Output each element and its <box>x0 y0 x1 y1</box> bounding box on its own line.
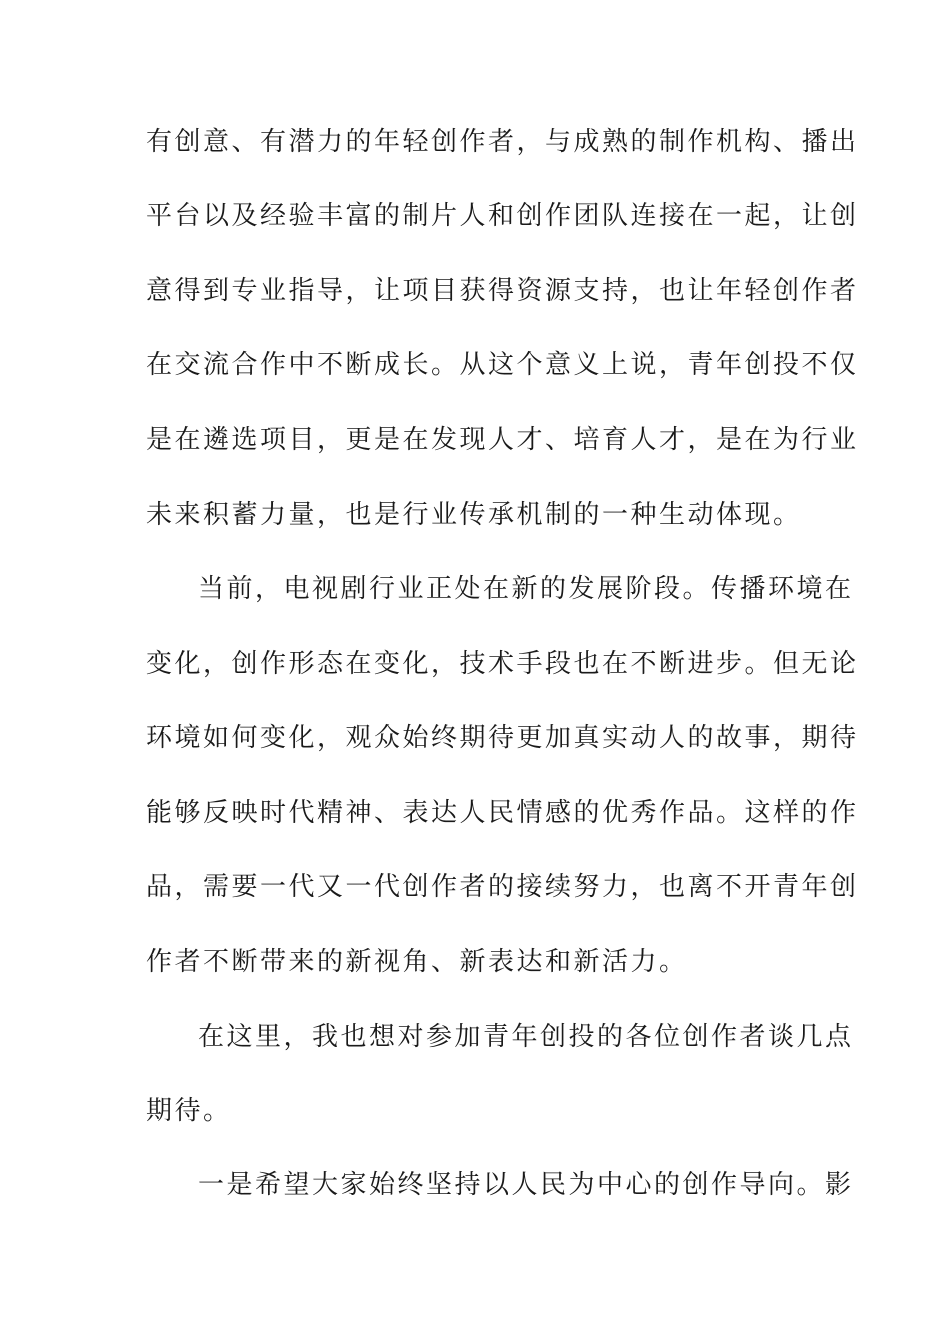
text-line-11: 品，需要一代又一代创作者的接续努力，也离不开青年创 <box>146 872 859 902</box>
text-line-3: 意得到专业指导，让项目获得资源支持，也让年轻创作者 <box>146 276 859 306</box>
text-line-6: 未来积蓄力量，也是行业传承机制的一种生动体现。 <box>146 500 802 530</box>
text-line-4: 在交流合作中不断成长。从这个意义上说，青年创投不仅 <box>146 350 859 380</box>
text-line-7: 当前，电视剧行业正处在新的发展阶段。传播环境在 <box>198 574 854 604</box>
text-line-14: 期待。 <box>146 1096 232 1126</box>
text-line-2: 平台以及经验丰富的制片人和创作团队连接在一起，让创 <box>146 201 859 231</box>
text-line-5: 是在遴选项目，更是在发现人才、培育人才，是在为行业 <box>146 425 859 455</box>
text-line-8: 变化，创作形态在变化，技术手段也在不断进步。但无论 <box>146 649 859 679</box>
text-line-12: 作者不断带来的新视角、新表达和新活力。 <box>146 947 688 977</box>
text-line-15: 一是希望大家始终坚持以人民为中心的创作导向。影 <box>198 1170 854 1200</box>
text-line-9: 环境如何变化，观众始终期待更加真实动人的故事，期待 <box>146 723 859 753</box>
text-line-10: 能够反映时代精神、表达人民情感的优秀作品。这样的作 <box>146 798 859 828</box>
text-line-13: 在这里，我也想对参加青年创投的各位创作者谈几点 <box>198 1022 854 1052</box>
text-line-1: 有创意、有潜力的年轻创作者，与成熟的制作机构、播出 <box>146 127 859 157</box>
